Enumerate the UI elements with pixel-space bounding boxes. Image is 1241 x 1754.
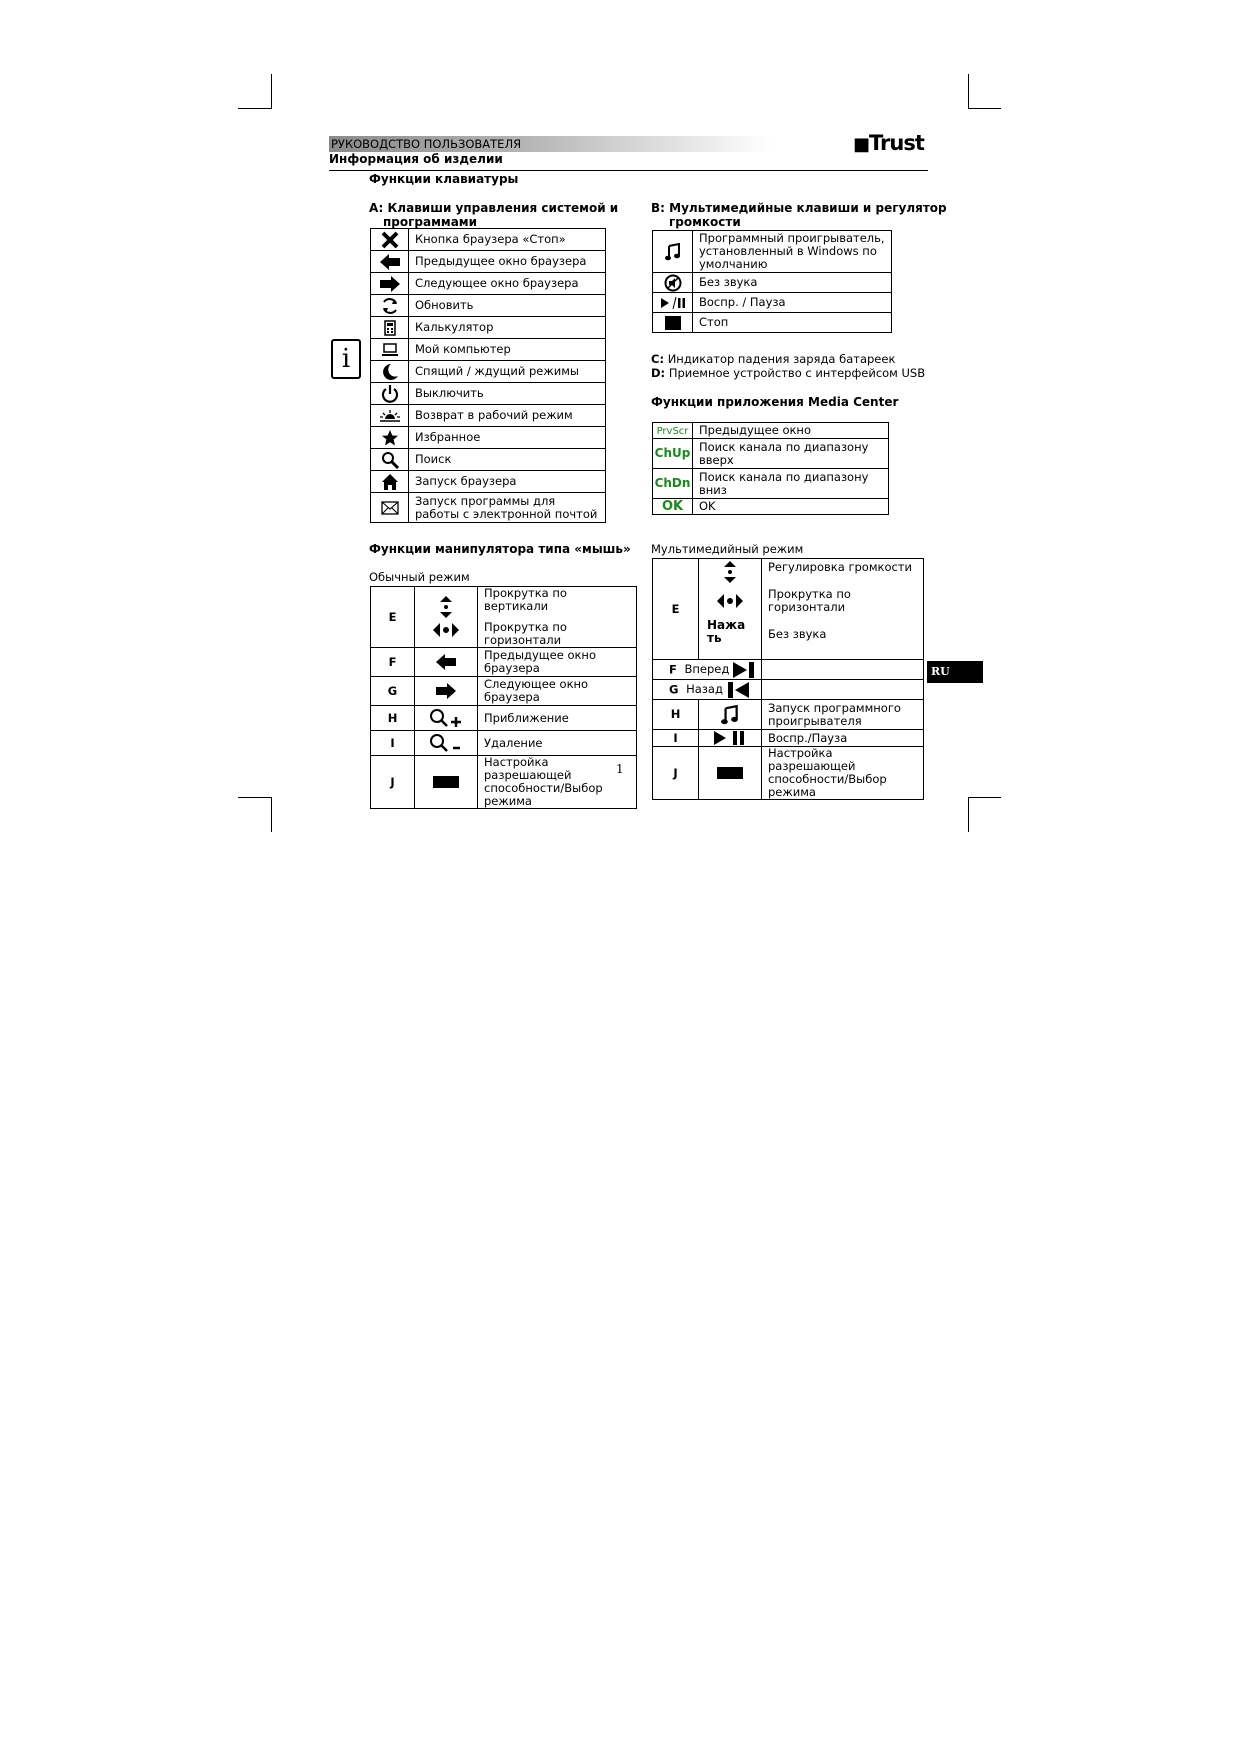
press-label: Нажать [707,618,746,645]
table-row [371,648,637,677]
key-label: Программный проигрыватель, установленный в Windows по умолчанию [693,231,892,273]
button-letter: I [371,731,415,756]
scroll-vertical-label: Прокрутка по вертикали [484,586,567,613]
keyboard-system-heading: A: Клавиши управления системой и программами [369,201,619,229]
key-label: Поиск канала по диапазону вверх [693,439,889,469]
mail-icon [381,501,399,515]
table-row [653,231,892,273]
power-icon [380,384,400,404]
close-icon [381,231,399,249]
key-label: Выключить [409,383,606,405]
button-letter: E [653,559,699,660]
button-label: Запуск программного проигрывателя [762,700,924,730]
button-letter: H [653,700,699,730]
mouse-heading: Функции манипулятора типа «мышь» [369,542,631,556]
button-letter: F [371,648,415,677]
arrow-left-icon [380,254,400,270]
table-row [371,449,606,471]
play-pause-icon [660,296,686,310]
music-note-icon [721,705,739,725]
manual-title: РУКОВОДСТВО ПОЛЬЗОВАТЕЛЯ [331,137,522,151]
key-label: Возврат в рабочий режим [409,405,606,427]
star-icon [381,429,399,447]
table-row [371,383,606,405]
scroll-labels [478,587,637,648]
normal-mode-label: Обычный режим [369,570,470,584]
scroll-horizontal-icon [433,622,459,638]
play-pause-icon [712,731,748,745]
crop-mark-tr-v [968,74,969,109]
table-row [371,317,606,339]
calculator-icon [384,320,396,336]
mouse-multimedia-table [652,558,924,800]
button-label: Следующее окно браузера [478,677,637,706]
table-row [653,680,924,700]
multimedia-mode-label: Мультимедийный режим [651,542,804,556]
crop-mark-tl-v [271,74,272,109]
key-label: Кнопка браузера «Стоп» [409,229,606,251]
key-label: Обновить [409,295,606,317]
table-row [653,313,892,333]
resolution-button-icon [717,767,743,779]
zoom-in-icon [429,708,463,728]
keyboard-system-table [370,228,606,523]
scroll-horizontal-icon [717,593,743,609]
table-row [371,677,637,706]
language-tab: RU [927,661,983,683]
key-label: OK [693,499,889,515]
key-label: Запуск браузера [409,471,606,493]
button-label: Настройка разрешающей способности/Выбор режима [762,747,924,800]
button-label: Приближение [478,706,637,731]
button-label: Воспр./Пауза [762,730,924,747]
button-letter: E [371,587,415,648]
stop-icon [665,316,681,330]
key-label: Предыдущее окно [693,423,889,439]
chdn-key: ChDn [654,476,691,490]
crop-mark-br-h [968,797,1001,798]
subsection-title: Функции клавиатуры [369,172,519,186]
button-letter: F [669,662,677,676]
keyboard-media-table [652,230,892,333]
indicator-d: D: Приемное устройство с интерфейсом USB [651,366,926,380]
back-label: Назад [686,682,723,696]
button-letter: G [371,677,415,706]
key-label: Поиск [409,449,606,471]
scroll-horizontal-label: Прокрутка по горизонтали [484,620,567,647]
crop-mark-bl-h [238,797,271,798]
mouse-normal-table [370,586,637,809]
brand-mark-icon: ■ [853,134,870,155]
ok-key: OK [661,499,684,514]
arrow-left-icon [436,654,456,670]
key-label: Запуск программы для работы с электронной почтой [409,493,606,523]
forward-cell [653,660,762,680]
next-track-icon [733,662,755,678]
table-row [371,706,637,731]
back-cell [653,680,762,700]
table-row [653,700,924,730]
media-center-table [652,422,889,515]
empty-cell [762,680,924,700]
table-row [371,493,606,523]
section-title: Информация об изделии [329,152,503,166]
table-row [653,439,889,469]
search-icon [381,451,399,469]
table-row [371,273,606,295]
key-label: Калькулятор [409,317,606,339]
key-label: Воспр. / Пауза [693,293,892,313]
indicator-c: C: Индикатор падения заряда батареек [651,352,896,366]
table-row [371,731,637,756]
table-row [653,273,892,293]
key-label: Следующее окно браузера [409,273,606,295]
brand-name: Trust [869,131,924,155]
table-row [653,730,924,747]
table-row [371,339,606,361]
resolution-button-icon [433,776,459,788]
header-rule [329,170,928,171]
table-row [653,293,892,313]
music-note-icon [665,243,681,261]
crop-mark-tr-h [968,108,1001,109]
refresh-icon [380,297,400,315]
table-row [371,295,606,317]
key-label: Предыдущее окно браузера [409,251,606,273]
table-row [371,756,637,809]
button-label: Удаление [478,731,637,756]
forward-label: Вперед [684,662,730,676]
volume-label: Регулировка громкости [768,560,912,574]
info-icon: i [331,339,361,379]
scroll-horizontal-label: Прокрутка по горизонтали [768,587,851,614]
table-row [653,660,924,680]
scroll-vertical-icon [436,596,456,618]
computer-icon [382,343,398,357]
home-icon [381,473,399,491]
table-row [653,499,889,515]
button-letter: H [371,706,415,731]
button-letter: I [653,730,699,747]
table-row [371,405,606,427]
table-row [371,251,606,273]
key-label: Спящий / ждущий режимы [409,361,606,383]
media-center-heading: Функции приложения Media Center [651,395,899,409]
arrow-right-icon [380,276,400,292]
previous-track-icon [727,682,749,698]
key-label: Без звука [693,273,892,293]
zoom-out-icon [429,733,463,753]
table-row [371,229,606,251]
crop-mark-br-v [968,797,969,832]
button-letter: J [653,747,699,800]
table-row [653,747,924,800]
button-letter: J [371,756,415,809]
key-label: Поиск канала по диапазону вниз [693,469,889,499]
table-row [371,471,606,493]
key-label: Мой компьютер [409,339,606,361]
arrow-right-icon [436,683,456,699]
button-label: Предыдущее окно браузера [478,648,637,677]
chup-key: ChUp [654,446,691,460]
prvscr-key: PrvScr [656,425,689,437]
table-row [653,423,889,439]
empty-cell [762,660,924,680]
key-label: Стоп [693,313,892,333]
crop-mark-tl-h [238,108,271,109]
table-row [371,361,606,383]
table-row [653,559,924,660]
button-letter: G [669,682,679,696]
button-label: Настройка разрешающей способности/Выбор режима [478,756,637,809]
scroll-vertical-icon [720,561,740,583]
table-row [653,469,889,499]
table-row [371,587,637,648]
moon-icon [381,363,399,381]
brand-logo [853,131,924,157]
volume-labels [762,559,924,660]
key-label: Избранное [409,427,606,449]
page-number: 1 [616,762,624,776]
crop-mark-bl-v [271,797,272,832]
mute-label: Без звука [768,627,827,641]
mute-icon [664,274,682,292]
keyboard-media-heading: B: Мультимедийные клавиши и регулятор громкости [651,201,947,229]
table-row [371,427,606,449]
sunrise-icon [380,409,400,423]
